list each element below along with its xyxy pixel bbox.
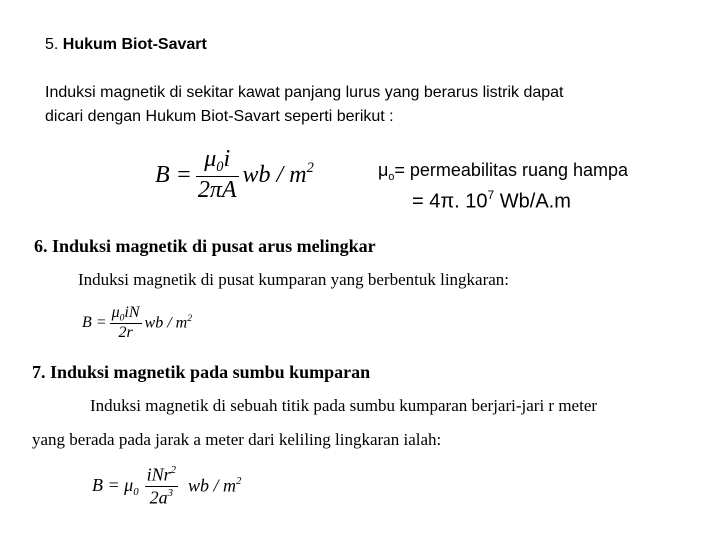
formula-numerator: $\mu_0i$ [204,146,231,176]
biot-savart-formula [155,146,314,204]
section-6-title: 6. Induksi magnetik di pusat arus melingkar [34,236,376,256]
formula-unit: wb / $m^2$ [144,313,192,333]
formula-denominator: 2πA [197,177,237,204]
section-7-description-line-2: yang berada pada jarak a meter dari keliling lingkaran ialah: [32,430,442,449]
formula-lhs: B = [82,314,107,332]
formula-unit: wb / $m^2$ [188,475,242,496]
section-6-description: Induksi magnetik di pusat kumparan yang berbentuk lingkaran: [78,270,510,289]
formula-numerator: $\mu_0iN$ [111,304,140,324]
formula-numerator: iNr$^2$ [146,464,177,485]
section-5-title: Hukum Biot-Savart [62,36,207,53]
formula-fraction [145,464,178,508]
formula-unit: wb / $m^2$ [242,160,314,189]
circular-loop-formula [82,304,192,342]
formula-denominator: $2a^3$ [145,486,178,509]
formula-lhs: $B = \mu_0$ [92,474,139,498]
section-5-heading [45,36,207,54]
section-5-text-line-1: Induksi magnetik di sekitar kawat panjang lurus yang berarus listrik dapat [45,84,564,101]
formula-denominator: 2r [110,323,142,342]
permeability-note-line-2: = 4π. $10^7$ Wb/A.m [412,188,571,213]
formula-fraction [110,304,142,342]
section-7-title: 7. Induksi magnetik pada sumbu kumparan [32,362,371,382]
permeability-note-line-1: $\mu_o=$ permeabilitas ruang hampa [378,160,629,183]
coil-axis-formula [92,464,241,508]
formula-lhs: B = [155,161,192,188]
formula-fraction [196,146,239,204]
section-5-text-line-2: dicari dengan Hukum Biot-Savart seperti berikut : [45,108,394,125]
section-5-number: 5. [45,36,59,53]
section-7-description-line-1: Induksi magnetik di sebuah titik pada sumbu kumparan berjari-jari r meter [90,396,598,415]
